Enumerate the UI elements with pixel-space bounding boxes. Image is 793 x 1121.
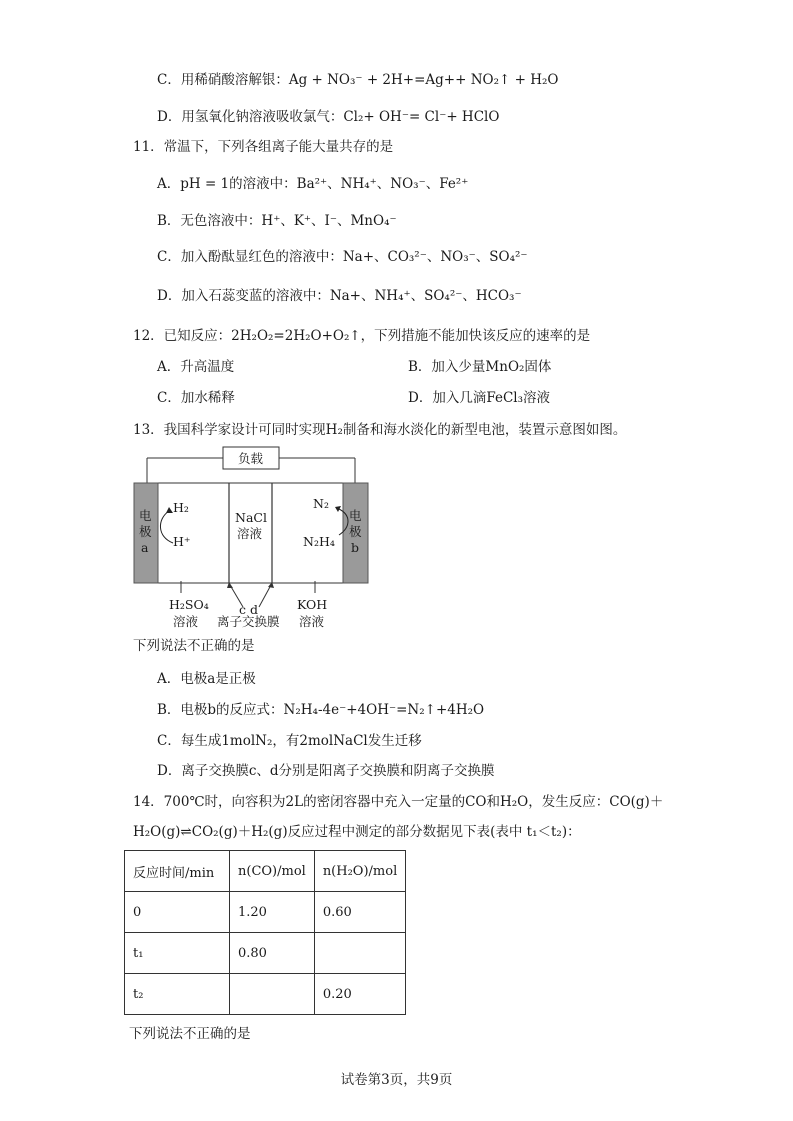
h2so4-solution-label: 溶液 xyxy=(173,614,199,629)
q12-option-d: D．加入几滴FeCl₃溶液 xyxy=(408,390,551,406)
q14-subprompt: 下列说法不正确的是 xyxy=(129,1026,251,1042)
q14-data-table xyxy=(124,850,406,1015)
q11-option-d: D．加入石蕊变蓝的溶液中：Na+、NH₄⁺、SO₄²⁻、HCO₃⁻ xyxy=(157,288,522,304)
q14-stem-line2: H₂O(g)⇌CO₂(g)＋H₂(g)反应过程中测定的部分数据见下表(表中 t₁＜t₂)： xyxy=(133,824,581,840)
electrode-a-char-1: 电 xyxy=(139,508,152,523)
electrode-b-char-3: b xyxy=(351,540,360,555)
table-header-cell: n(H₂O)/mol xyxy=(314,851,405,892)
electrode-b-char-1: 电 xyxy=(349,508,362,523)
q10-option-d: D．用氢氧化钠溶液吸收氯气：Cl₂+ OH⁻= Cl⁻+ HClO xyxy=(157,109,500,125)
q10-option-c: C．用稀硝酸溶解银：Ag + NO₃⁻ + 2H+=Ag++ NO₂↑ + H₂O xyxy=(157,72,559,88)
q13-stem: 13．我国科学家设计可同时实现H₂制备和海水淡化的新型电池，装置示意图如图。 xyxy=(133,422,627,438)
nacl-solution-label: 溶液 xyxy=(237,526,263,541)
electrode-a-char-2: 极 xyxy=(139,524,152,539)
table-header-cell: n(CO)/mol xyxy=(230,851,315,892)
electrode-a-char-3: a xyxy=(141,540,149,555)
table-row xyxy=(125,892,406,933)
q13-subprompt: 下列说法不正确的是 xyxy=(133,638,255,654)
electrode-b-char-2: 极 xyxy=(349,524,362,539)
q12-option-a: A．升高温度 xyxy=(157,359,235,375)
koh-solution-label: 溶液 xyxy=(299,614,325,629)
membrane-label: 离子交换膜 xyxy=(217,614,280,629)
q13-option-a: A．电极a是正极 xyxy=(157,671,256,687)
table-cell: 0.60 xyxy=(314,892,405,933)
table-cell: 0 xyxy=(125,892,230,933)
q12-stem: 12．已知反应：2H₂O₂=2H₂O+O₂↑，下列措施不能加快该反应的速率的是 xyxy=(133,328,591,344)
table-cell xyxy=(314,933,405,974)
q13-option-c: C．每生成1molN₂，有2molNaCl发生迁移 xyxy=(157,733,422,749)
q11-stem: 11．常温下，下列各组离子能大量共存的是 xyxy=(133,139,394,155)
hplus-label: H⁺ xyxy=(173,534,191,549)
page-footer: 试卷第3页，共9页 xyxy=(340,1072,453,1088)
q11-option-c: C．加入酚酞显红色的溶液中：Na+、CO₃²⁻、NO₃⁻、SO₄²⁻ xyxy=(157,249,528,265)
q12-option-b: B．加入少量MnO₂固体 xyxy=(408,359,552,375)
table-cell: 0.80 xyxy=(230,933,315,974)
h2so4-label: H₂SO₄ xyxy=(169,597,209,612)
table-cell: t₂ xyxy=(125,974,230,1015)
table-cell: 0.20 xyxy=(314,974,405,1015)
table-row xyxy=(125,974,406,1015)
table-row xyxy=(125,933,406,974)
q12-option-c: C．加水稀释 xyxy=(157,390,235,406)
n2-label: N₂ xyxy=(313,496,329,511)
q11-option-a: A．pH = 1的溶液中：Ba²⁺、NH₄⁺、NO₃⁻、Fe²⁺ xyxy=(157,176,469,192)
koh-label: KOH xyxy=(297,597,328,612)
table-cell: t₁ xyxy=(125,933,230,974)
q11-option-b: B．无色溶液中：H⁺、K⁺、I⁻、MnO₄⁻ xyxy=(157,213,397,229)
nacl-label: NaCl xyxy=(235,510,267,525)
table-cell xyxy=(230,974,315,1015)
battery-diagram xyxy=(133,443,373,633)
table-cell: 1.20 xyxy=(230,892,315,933)
load-label: 负载 xyxy=(238,451,264,466)
q13-option-b: B．电极b的反应式：N₂H₄-4e⁻+4OH⁻=N₂↑+4H₂O xyxy=(157,702,485,718)
n2h4-label: N₂H₄ xyxy=(303,534,335,549)
h2-label: H₂ xyxy=(173,500,189,515)
table-header-cell: 反应时间/min xyxy=(125,851,230,892)
membrane-cd-label: c d xyxy=(239,602,258,617)
table-header-row xyxy=(125,851,406,892)
q13-option-d: D．离子交换膜c、d分别是阳离子交换膜和阴离子交换膜 xyxy=(157,763,495,779)
q14-stem-line1: 14．700℃时，向容积为2L的密闭容器中充入一定量的CO和H₂O，发生反应：CO(g)＋ xyxy=(133,794,664,810)
